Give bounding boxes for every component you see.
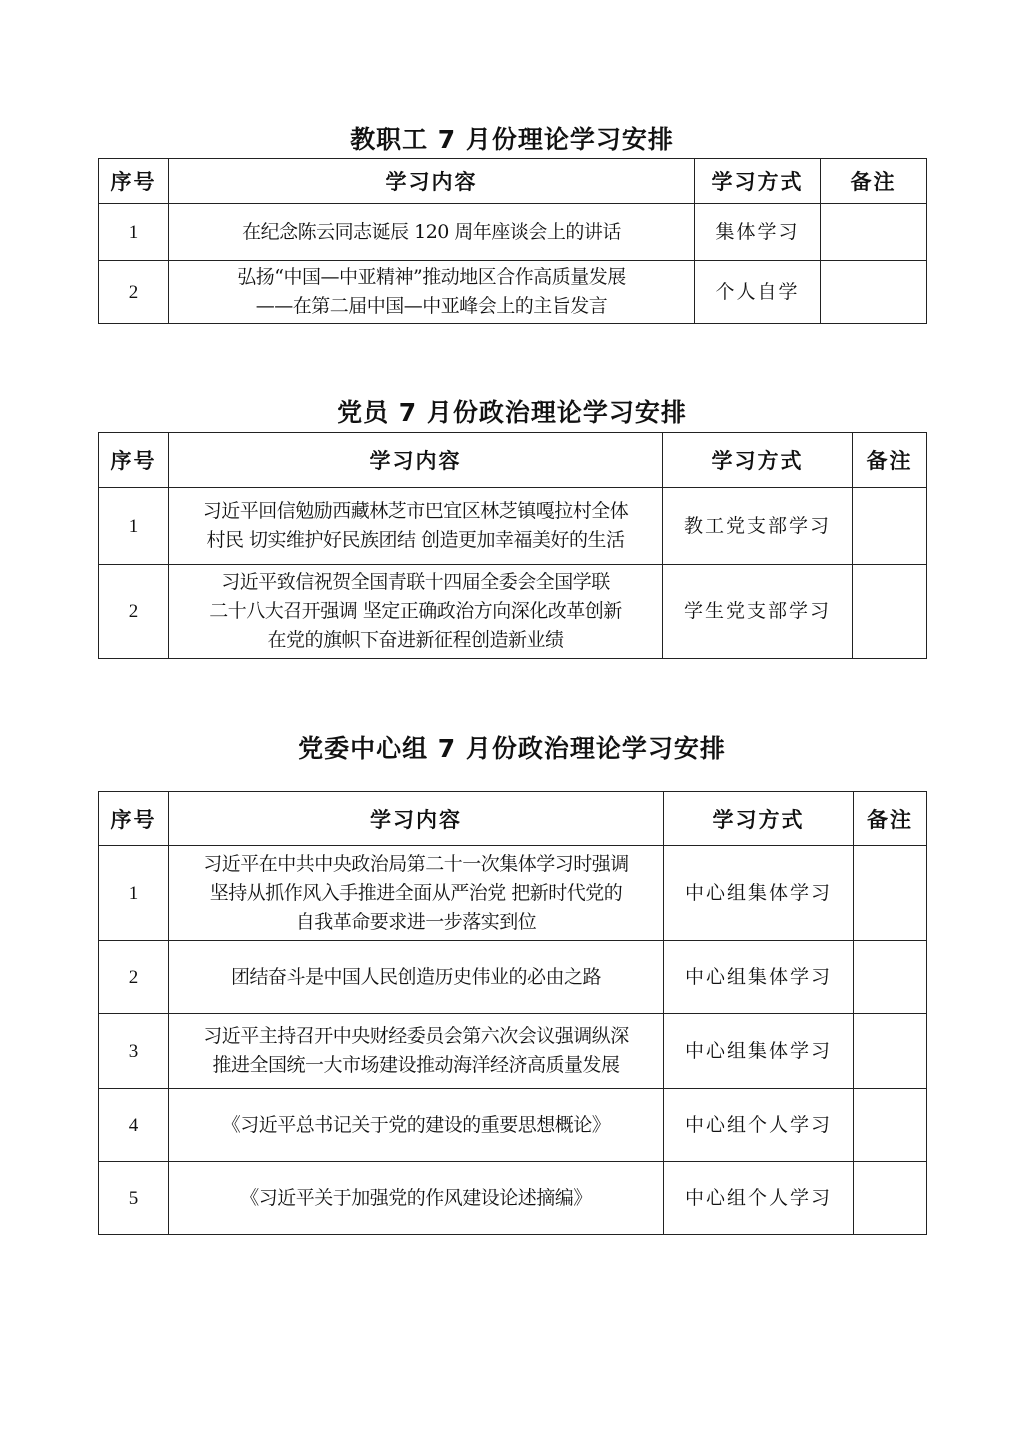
- row-method: 集体学习: [695, 204, 821, 261]
- table-row: [99, 1014, 927, 1089]
- header-notes: 备注: [853, 433, 927, 488]
- row-content: 团结奋斗是中国人民创造历史伟业的必由之路: [169, 941, 664, 1014]
- row-notes: [854, 1014, 927, 1089]
- table-row: [99, 941, 927, 1014]
- header-method: 学习方式: [664, 792, 854, 846]
- table-row: [99, 488, 927, 565]
- table-row: [99, 204, 927, 261]
- row-content: 习近平在中共中央政治局第二十一次集体学习时强调 坚持从抓作风入手推进全面从严治党 把新时代党的 自我革命要求进一步落实到位: [169, 846, 664, 941]
- row-content: 《习近平总书记关于党的建设的重要思想概论》: [169, 1089, 664, 1162]
- header-notes: 备注: [821, 159, 927, 204]
- row-notes: [853, 565, 927, 659]
- section-title-party-committee: 党委中心组 7 月份政治理论学习安排: [298, 734, 726, 763]
- row-notes: [854, 941, 927, 1014]
- section-title-staff: 教职工 7 月份理论学习安排: [350, 125, 674, 154]
- row-content: 习近平主持召开中央财经委员会第六次会议强调纵深 推进全国统一大市场建设推动海洋经济高质量发展: [169, 1014, 664, 1089]
- table-row: [99, 565, 927, 659]
- party-member-study-table: [98, 432, 927, 659]
- row-method: 中心组个人学习: [664, 1162, 854, 1235]
- header-method: 学习方式: [695, 159, 821, 204]
- row-method: 中心组集体学习: [664, 1014, 854, 1089]
- row-method: 中心组集体学习: [664, 846, 854, 941]
- row-content: 习近平回信勉励西藏林芝市巴宜区林芝镇嘎拉村全体 村民 切实维护好民族团结 创造更加幸福美好的生活: [169, 488, 663, 565]
- header-index: 序号: [99, 433, 169, 488]
- row-index: 5: [99, 1162, 169, 1235]
- row-index: 2: [99, 261, 169, 324]
- row-notes: [854, 1089, 927, 1162]
- row-index: 1: [99, 846, 169, 941]
- header-method: 学习方式: [663, 433, 853, 488]
- row-index: 1: [99, 488, 169, 565]
- table-row: [99, 1089, 927, 1162]
- row-content: 习近平致信祝贺全国青联十四届全委会全国学联 二十八大召开强调 坚定正确政治方向深化改革创新 在党的旗帜下奋进新征程创造新业绩: [169, 565, 663, 659]
- table-header-row: [99, 792, 927, 846]
- row-content: 《习近平关于加强党的作风建设论述摘编》: [169, 1162, 664, 1235]
- section-title-party-members: 党员 7 月份政治理论学习安排: [337, 398, 687, 427]
- table-header-row: [99, 433, 927, 488]
- header-content: 学习内容: [169, 792, 664, 846]
- row-content: 弘扬“中国—中亚精神”推动地区合作高质量发展 ——在第二届中国—中亚峰会上的主旨发言: [169, 261, 695, 324]
- row-index: 4: [99, 1089, 169, 1162]
- staff-study-table: [98, 158, 927, 324]
- row-method: 学生党支部学习: [663, 565, 853, 659]
- row-notes: [853, 488, 927, 565]
- row-content: 在纪念陈云同志诞辰 120 周年座谈会上的讲话: [169, 204, 695, 261]
- table-row: [99, 261, 927, 324]
- row-index: 2: [99, 565, 169, 659]
- header-index: 序号: [99, 792, 169, 846]
- row-notes: [854, 846, 927, 941]
- header-index: 序号: [99, 159, 169, 204]
- table-row: [99, 1162, 927, 1235]
- row-notes: [821, 261, 927, 324]
- header-content: 学习内容: [169, 159, 695, 204]
- row-method: 个人自学: [695, 261, 821, 324]
- row-method: 教工党支部学习: [663, 488, 853, 565]
- header-content: 学习内容: [169, 433, 663, 488]
- row-index: 2: [99, 941, 169, 1014]
- table-header-row: [99, 159, 927, 204]
- row-index: 3: [99, 1014, 169, 1089]
- committee-study-table: [98, 791, 927, 1235]
- row-notes: [821, 204, 927, 261]
- row-notes: [854, 1162, 927, 1235]
- row-index: 1: [99, 204, 169, 261]
- row-method: 中心组个人学习: [664, 1089, 854, 1162]
- table-row: [99, 846, 927, 941]
- row-method: 中心组集体学习: [664, 941, 854, 1014]
- header-notes: 备注: [854, 792, 927, 846]
